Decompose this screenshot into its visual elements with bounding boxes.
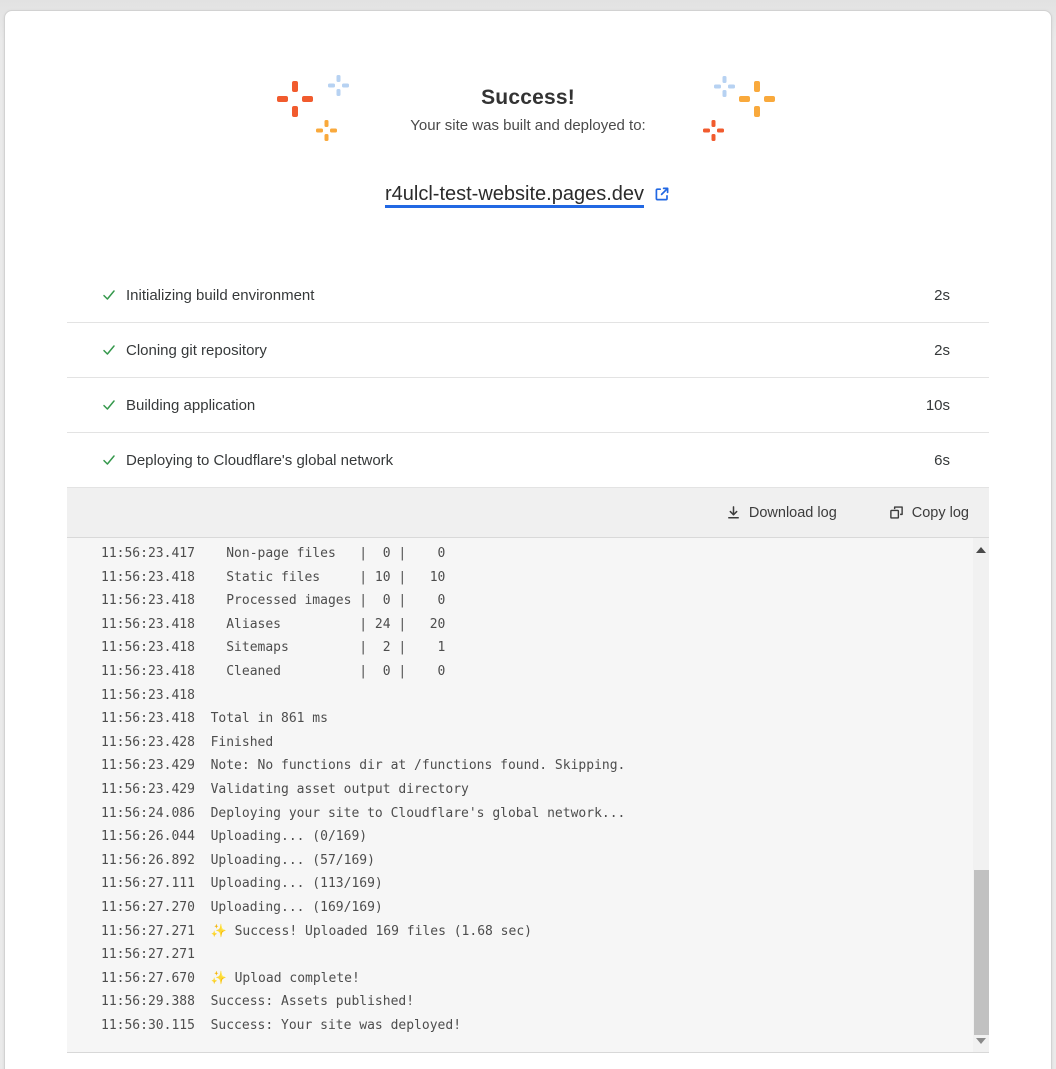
log-line: [101, 849, 969, 873]
log-timestamp: 11:56:27.111: [101, 876, 195, 892]
log-timestamp: 11:56:24.086: [101, 805, 195, 821]
log-line: [101, 754, 969, 778]
log-message: Uploading... (57/169): [210, 852, 375, 868]
log-line: [101, 990, 969, 1014]
step-building-application: [67, 378, 989, 433]
log-message: Cleaned | 0 | 0: [210, 663, 446, 679]
log-line: [101, 896, 969, 920]
step-deploying-to-network: [67, 433, 989, 488]
log-timestamp: 11:56:23.418: [101, 593, 195, 609]
log-message: Success: Your site was deployed!: [210, 1017, 462, 1033]
external-link-icon[interactable]: [653, 185, 671, 203]
sparkle-icon: [316, 120, 337, 141]
page-title: Success!: [481, 86, 575, 109]
log-line: [101, 731, 969, 755]
log-line: [101, 967, 969, 991]
log-message: ✨ Upload complete!: [210, 970, 360, 986]
check-icon: [101, 287, 117, 303]
copy-log-button[interactable]: [889, 505, 969, 521]
step-duration: 2s: [934, 286, 950, 304]
sparkle-icon: [714, 76, 735, 97]
log-message: ✨ Success! Uploaded 169 files (1.68 sec): [210, 923, 532, 939]
step-cloning-git-repository: [67, 323, 989, 378]
log-timestamp: 11:56:29.388: [101, 994, 195, 1010]
log-timestamp: 11:56:26.044: [101, 829, 195, 845]
log-line: [101, 778, 969, 802]
log-line: [101, 636, 969, 660]
log-line: [101, 802, 969, 826]
log-timestamp: 11:56:23.418: [101, 640, 195, 656]
success-header: [67, 11, 989, 209]
scroll-up-icon[interactable]: [976, 547, 986, 553]
step-label: Initializing build environment: [126, 286, 315, 304]
check-icon: [101, 452, 117, 468]
sparkle-icon: [703, 120, 724, 141]
sparkle-icon: [739, 81, 775, 117]
log-message: Sitemaps | 2 | 1: [210, 640, 446, 656]
log-message: Uploading... (113/169): [210, 876, 383, 892]
log-line: [101, 542, 969, 566]
log-line: [101, 589, 969, 613]
log-timestamp: 11:56:23.418: [101, 711, 195, 727]
log-timestamp: 11:56:27.670: [101, 970, 195, 986]
step-label: Building application: [126, 396, 256, 414]
deployment-success-card: [4, 10, 1052, 1069]
log-message: Static files | 10 | 10: [210, 569, 446, 585]
log-timestamp: 11:56:30.115: [101, 1017, 195, 1033]
copy-log-label: Copy log: [911, 504, 969, 521]
log-timestamp: 11:56:23.418: [101, 616, 195, 632]
log-message: Validating asset output directory: [210, 781, 469, 797]
sparkle-icon: [328, 75, 349, 96]
scrollbar-thumb[interactable]: [974, 870, 989, 1035]
step-initializing-build-environment: [67, 268, 989, 323]
log-line: [101, 943, 969, 967]
step-label: Deploying to Cloudflare's global network: [126, 451, 394, 469]
step-duration: 2s: [934, 341, 950, 359]
log-message: Finished: [210, 734, 274, 750]
log-line: [101, 684, 969, 708]
log-timestamp: 11:56:26.892: [101, 852, 195, 868]
download-log-button[interactable]: [726, 505, 837, 521]
log-lines: [67, 538, 989, 1037]
log-timestamp: 11:56:23.418: [101, 663, 195, 679]
step-duration: 6s: [934, 451, 950, 469]
log-scroll-area[interactable]: [67, 538, 989, 1052]
log-line: [101, 660, 969, 684]
log-timestamp: 11:56:23.429: [101, 758, 195, 774]
log-message: Success: Assets published!: [210, 994, 415, 1010]
check-icon: [101, 342, 117, 358]
download-icon: [726, 505, 741, 520]
deployed-site-row: [67, 179, 989, 209]
success-subtitle: Your site was built and deployed to:: [410, 117, 646, 134]
log-scrollbar[interactable]: [973, 538, 989, 1052]
sparkle-icon: [277, 81, 313, 117]
download-log-label: Download log: [748, 504, 837, 521]
log-line: [101, 1014, 969, 1038]
log-message: Non-page files | 0 | 0: [210, 546, 446, 561]
log-message: Deploying your site to Cloudflare's global network...: [210, 805, 626, 821]
log-timestamp: 11:56:27.271: [101, 947, 195, 963]
scroll-down-icon[interactable]: [976, 1038, 986, 1044]
log-line: [101, 566, 969, 590]
log-line: [101, 613, 969, 637]
log-line: [101, 872, 969, 896]
log-message: Processed images | 0 | 0: [210, 593, 446, 609]
log-timestamp: 11:56:27.271: [101, 923, 195, 939]
log-toolbar: [67, 488, 989, 538]
log-message: Total in 861 ms: [210, 711, 328, 727]
step-duration: 10s: [925, 396, 950, 414]
copy-icon: [889, 505, 904, 520]
log-timestamp: 11:56:23.429: [101, 781, 195, 797]
log-timestamp: 11:56:23.418: [101, 569, 195, 585]
log-message: Uploading... (169/169): [210, 899, 383, 915]
log-message: Uploading... (0/169): [210, 829, 368, 845]
build-steps-list: [67, 268, 989, 488]
log-line: [101, 825, 969, 849]
log-timestamp: 11:56:23.417: [101, 546, 195, 561]
log-message: Note: No functions dir at /functions found. Skipping.: [210, 758, 626, 774]
build-log-panel: [67, 488, 989, 1053]
log-line: [101, 920, 969, 944]
log-timestamp: 11:56:23.418: [101, 687, 195, 703]
step-label: Cloning git repository: [126, 341, 267, 359]
log-timestamp: 11:56:23.428: [101, 734, 195, 750]
log-timestamp: 11:56:27.270: [101, 899, 195, 915]
log-line: [101, 707, 969, 731]
check-icon: [101, 397, 117, 413]
deployed-site-link[interactable]: r4ulcl-test-website.pages.dev: [384, 182, 644, 205]
log-message: Aliases | 24 | 20: [210, 616, 446, 632]
